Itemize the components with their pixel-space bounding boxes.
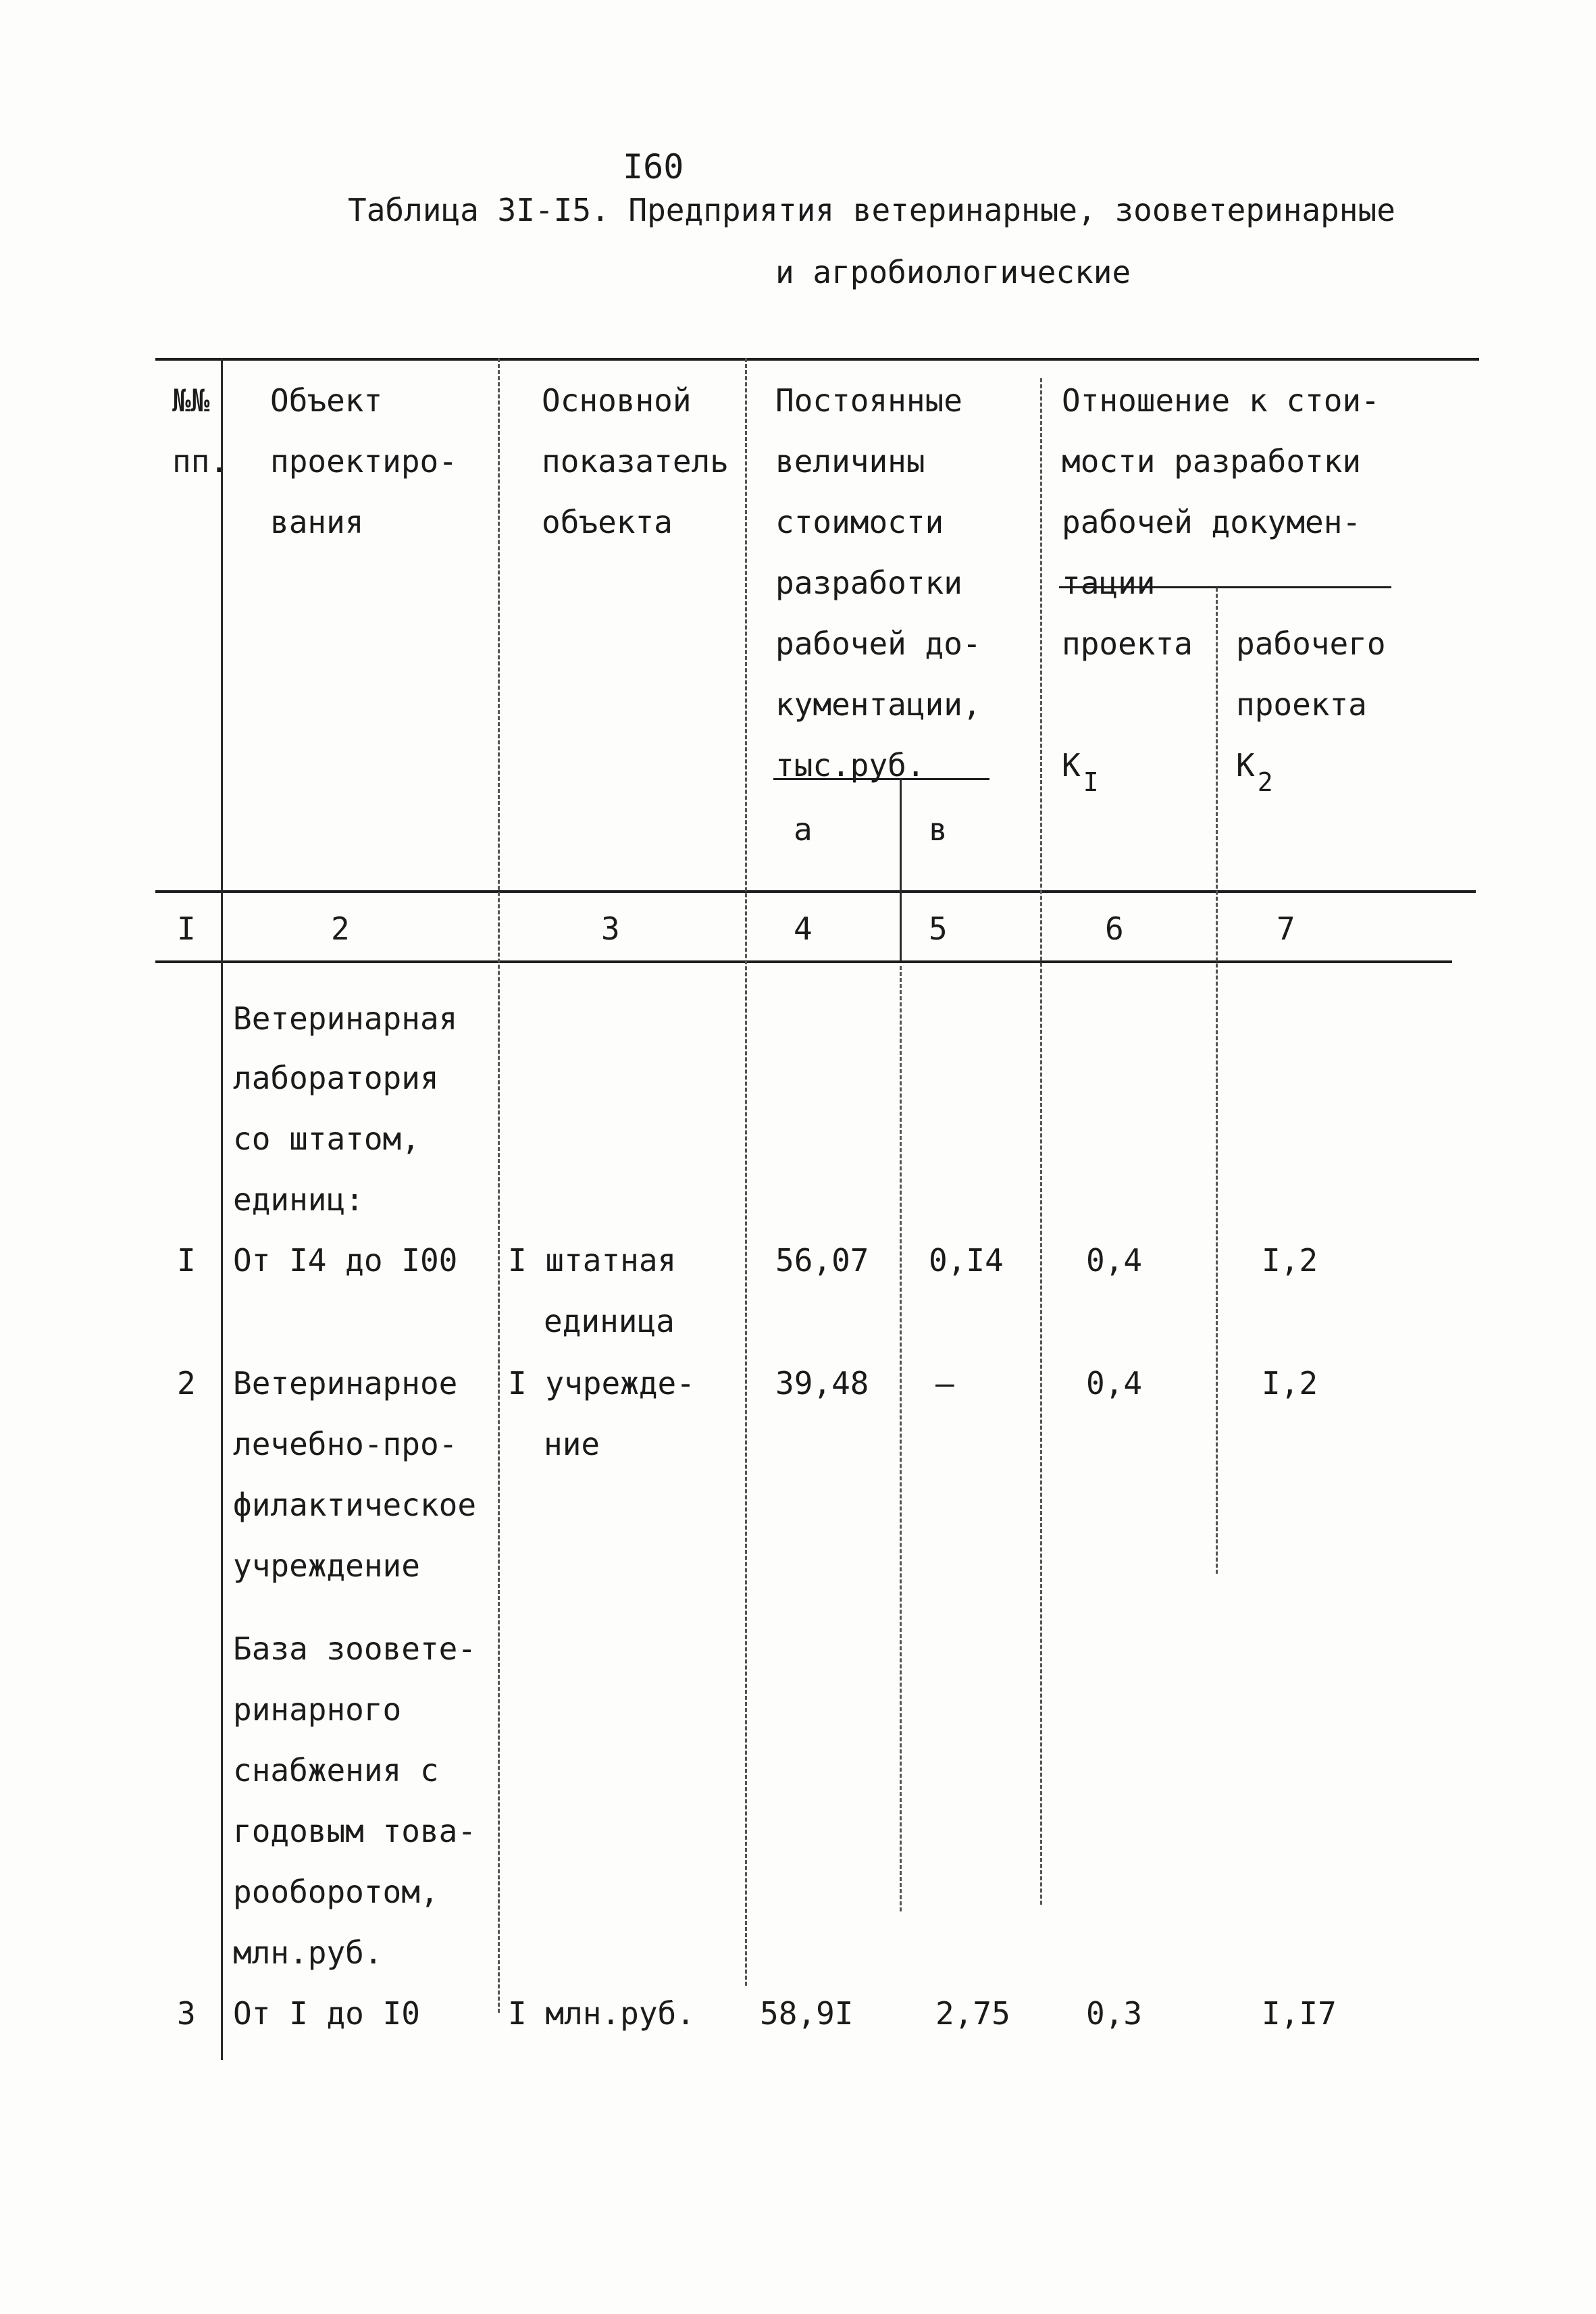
row3-k2: I,I7 [1262,1995,1337,2032]
header-col2-line3: вания [270,504,364,540]
column-separator-4-5-body [900,966,902,1911]
row2-number: 2 [177,1365,196,1402]
row2-indicator-line1: I учрежде- [508,1365,695,1402]
row2-object-line2: лечебно-про- [233,1426,458,1462]
header-col2-line1: Объект [270,382,383,419]
row2-indicator-line2: ние [544,1426,600,1462]
row1-value-a: 56,07 [775,1242,869,1279]
header-col6-coefficient: К $_I$ [1062,747,1099,797]
header-cost-line1: Постоянные [775,382,962,419]
table-caption-line-1: Таблица 3I-I5. Предприятия ветеринарные, зооветеринарные [348,192,1395,228]
header-col7-label-2: проекта [1236,686,1367,723]
group3-title-line2: ринарного [233,1691,402,1728]
column-numbers-bottom-border [155,960,1452,963]
header-ratio-line4: тации [1062,565,1156,601]
header-cost-line3: стоимости [775,504,944,540]
page-number: I60 [623,147,684,186]
group3-title-line1: База зоовете- [233,1630,477,1667]
column-separator-1 [221,358,223,2060]
group1-title-line3: со штатом, [233,1121,420,1157]
row2-object-line1: Ветеринарное [233,1365,458,1402]
header-col6-label: проекта [1062,625,1193,662]
row1-indicator-line2: единица [544,1303,675,1339]
column-numbers-top-border [155,890,1476,893]
header-col3-line3: объекта [542,504,673,540]
row2-k2: I,2 [1262,1365,1318,1402]
column-number-4: 4 [794,910,813,947]
header-ratio-line3: рабочей докумен- [1062,504,1362,540]
header-col3-line2: показатель [542,443,729,480]
group1-title-line2: лаборатория [233,1060,439,1096]
group1-title-line1: Ветеринарная [233,1000,458,1037]
group3-title-line5: рооборотом, [233,1874,439,1910]
row1-indicator-line1: I штатная [508,1242,677,1279]
row3-k1: 0,3 [1086,1995,1143,2032]
header-ratio-line1: Отношение к стои- [1062,382,1380,419]
header-cost-line5: рабочей до- [775,625,981,662]
column-number-6: 6 [1105,910,1124,947]
column-number-7: 7 [1277,910,1295,947]
column-number-5: 5 [929,910,948,947]
table-top-border [155,358,1479,361]
row3-object: От I до I0 [233,1995,420,2032]
header-col1-line1: №№ [172,382,210,419]
row1-k1: 0,4 [1086,1242,1143,1279]
header-cost-line6: кументации, [775,686,981,723]
group3-title-line4: годовым това- [233,1813,477,1849]
group3-title-line3: снабжения с [233,1752,439,1789]
table-caption-line-2: и агробиологические [775,254,1131,290]
row2-k1: 0,4 [1086,1365,1143,1402]
column-number-3: 3 [601,910,620,947]
header-cost-line2: величины [775,443,925,480]
column-separator-5 [1040,378,1042,1905]
column-separator-3 [745,358,747,1986]
group3-title-line6: млн.руб. [233,1934,383,1971]
header-col1-line2: пп. [172,443,229,480]
header-cost-line4: разработки [775,565,962,601]
header-col5-sub: в [929,811,948,848]
group1-title-line4: единиц: [233,1181,364,1218]
header-col7-label-1: рабочего [1236,625,1386,662]
header-col2-line2: проектиро- [270,443,457,480]
header-cost-line7: тыс.руб. [775,747,925,783]
row1-object: От I4 до I00 [233,1242,458,1279]
row3-value-a: 58,9I [760,1995,854,2032]
column-number-1: I [177,910,196,947]
row2-value-a: 39,48 [775,1365,869,1402]
header-col7-coefficient: К $_2$ [1236,747,1273,797]
row3-number: 3 [177,1995,196,2032]
header-ratio-line2: мости разработки [1062,443,1362,480]
row3-indicator: I млн.руб. [508,1995,695,2032]
row2-object-line4: учреждение [233,1547,420,1584]
row2-object-line3: филактическое [233,1487,477,1523]
header-col4-sub: а [794,811,813,848]
column-separator-2 [498,358,500,2013]
column-number-2: 2 [331,910,350,947]
header-col3-line1: Основной [542,382,692,419]
row1-value-b: 0,I4 [929,1242,1004,1279]
row1-number: I [177,1242,196,1279]
column-separator-4-5 [900,778,902,960]
row3-value-b: 2,75 [935,1995,1010,2032]
row2-value-b: – [935,1365,954,1402]
column-separator-6 [1216,588,1218,1574]
row1-k2: I,2 [1262,1242,1318,1279]
